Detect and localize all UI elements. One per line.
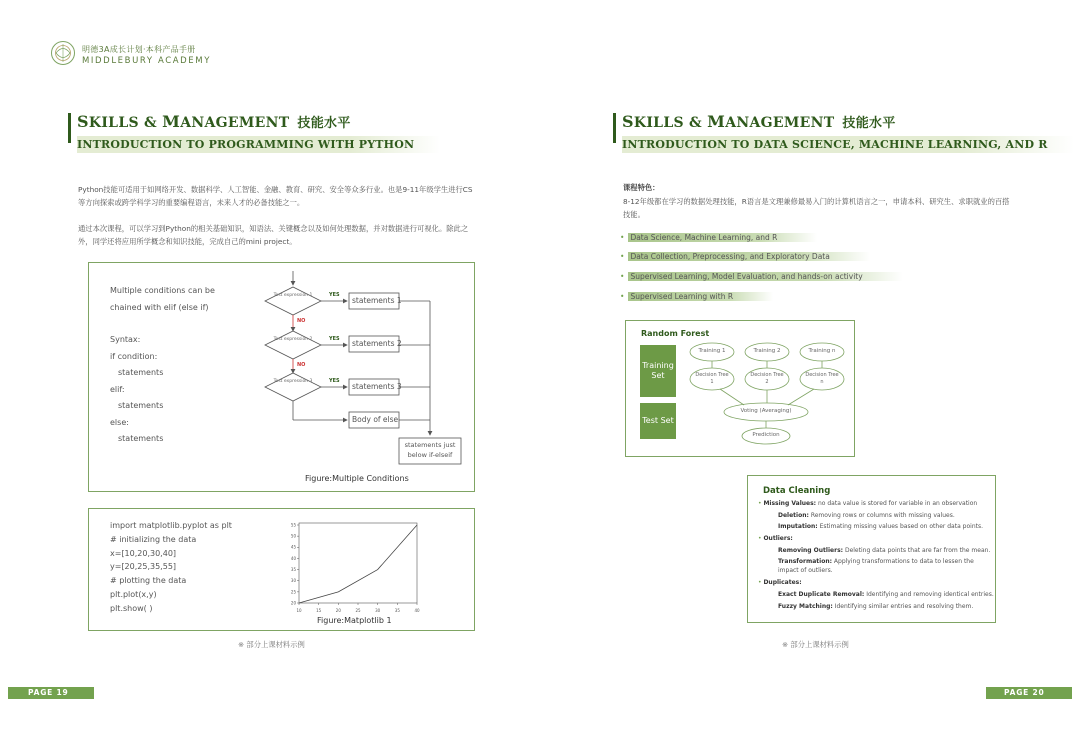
left-subtitle: INTRODUCTION TO PROGRAMMING WITH PYTHON: [77, 136, 440, 153]
matplotlib-box: [88, 508, 475, 631]
voting-averaging: Voting (Averaging): [740, 408, 792, 414]
fuzzy-matching-line: Fuzzy Matching: Identifying similar entries and resolving them.: [778, 603, 974, 610]
academy-logo: [50, 40, 76, 66]
x-tick-label-4: 30: [375, 608, 381, 613]
no-label-2: NO: [297, 362, 306, 368]
diamond-3-label: Test expression 3: [273, 379, 313, 384]
removing-outliers-line: Removing Outliers: Deleting data points that are far from the mean.: [778, 547, 991, 554]
data-line-series: [299, 525, 417, 603]
right-section-title: SKILLS & MANAGEMENT 技能水平: [622, 112, 896, 131]
duplicates-line: • Duplicates:: [758, 579, 802, 586]
decision-tree-n: Decision Tree n: [805, 372, 839, 385]
missing-values-line: • Missing Values: no data value is stored for variable in an observation: [758, 500, 978, 507]
data-cleaning-title: Data Cleaning: [763, 486, 831, 496]
statements-1: statements 1: [352, 296, 402, 305]
x-tick-label-0: 10: [296, 608, 302, 613]
header-en-title: MIDDLEBURY ACADEMY: [82, 56, 212, 66]
bullet-item-1: • Data Science, Machine Learning, and R: [620, 233, 817, 243]
random-forest-diagram: [626, 321, 854, 456]
x-tick-label-3: 25: [355, 608, 361, 613]
data-cleaning-box: [747, 475, 996, 623]
x-tick-label-5: 35: [394, 608, 400, 613]
statements-3: statements 3: [352, 382, 402, 391]
matplotlib-caption: Figure:Matplotlib 1: [317, 616, 392, 625]
x-tick-label-2: 20: [335, 608, 341, 613]
imputation-line: Imputation: Estimating missing values based on other data points.: [778, 523, 984, 530]
no-label-1: NO: [297, 318, 306, 324]
code-snippet: import matplotlib.pyplot as plt # initializing the data x=[10,20,30,40] y=[20,25,35,55] # plotting the data plt.plot(x,y) plt.show( ): [110, 521, 232, 613]
training-2: Training 2: [753, 348, 781, 354]
bullet-item-4: • Supervised Learning with R: [620, 292, 773, 302]
y-tick-label-4: 40: [290, 555, 296, 561]
page-number-19: PAGE 19: [8, 687, 94, 699]
page-number-20: PAGE 20: [986, 687, 1072, 699]
outliers-line: • Outliers:: [758, 535, 793, 542]
yes-label-2: YES: [329, 336, 340, 342]
transformation-line: Transformation: Applying transformations to data to lessen the impact of outliers.: [778, 558, 974, 574]
y-tick-label-3: 35: [290, 566, 296, 572]
left-paragraph-2: 通过本次课程，可以学习到Python的相关基础知识，知语法、关键概念以及如何处理数据，并对数据进行可视化。除此之外，同学还将应用所学概念和知识技能，完成自己的mini project。: [78, 224, 469, 246]
right-subtitle: INTRODUCTION TO DATA SCIENCE, MACHINE LEARNING, AND R: [622, 136, 1074, 153]
left-paragraph-1: Python技能可适用于如网络开发、数据科学、人工智能、金融、教育、研究、安全等众多行业。也是9-11年级学生进行CS等方向探索或跨学科学习的重要编程语言，未来人才的必备技能之一。: [78, 185, 473, 207]
x-tick-label-6: 40: [414, 608, 420, 613]
course-feature-text: 8-12年级都在学习的数据处理技能，R语言是文理兼修最易入门的计算机语言之一，申请本科、研究生、求职就业的百搭技能。: [623, 197, 1010, 219]
yes-label-1: YES: [329, 292, 340, 298]
statements-2: statements 2: [352, 339, 402, 348]
decision-tree-2: Decision Tree 2: [750, 372, 784, 385]
diamond-1-label: Test expression 1: [273, 293, 313, 298]
bullet-item-3: • Supervised Learning, Model Evaluation, and hands-on activity: [620, 272, 903, 282]
random-forest-title: Random Forest: [641, 329, 710, 338]
course-feature-label: 课程特色：: [623, 183, 660, 192]
y-tick-label-7: 55: [290, 522, 296, 528]
right-materials-note: ※ 部分上课材料示例: [782, 640, 849, 649]
y-tick-label-2: 30: [290, 578, 296, 584]
y-tick-label-5: 45: [290, 544, 296, 550]
random-forest-box: [625, 320, 855, 457]
left-section-title: SKILLS & MANAGEMENT 技能水平: [77, 112, 351, 131]
syntax-text: Multiple conditions can be chained with elif (else if) Syntax: if condition: statements elif: statements else: statements: [110, 286, 215, 443]
left-title-accent-bar: [68, 113, 71, 143]
y-tick-label-0: 20: [290, 600, 296, 606]
training-1: Training 1: [698, 348, 726, 354]
y-tick-label-1: 25: [290, 589, 296, 595]
chart-frame: [299, 523, 417, 603]
test-set-block: Test Set: [640, 403, 676, 439]
training-set-block: Training Set: [640, 345, 676, 397]
training-n: Training n: [808, 348, 836, 354]
yes-label-3: YES: [329, 378, 340, 384]
header-cn-title: 明德3A成长计划·本科产品手册: [82, 45, 196, 54]
body-of-else: Body of else: [352, 415, 399, 424]
flowchart-box: [88, 262, 475, 492]
y-tick-label-6: 50: [290, 533, 296, 539]
right-title-accent-bar: [613, 113, 616, 143]
x-tick-label-1: 15: [316, 608, 322, 613]
exact-duplicate-line: Exact Duplicate Removal: Identifying and removing identical entries.: [778, 591, 994, 598]
matplotlib-line-chart: [285, 521, 421, 615]
prediction: Prediction: [752, 432, 780, 438]
diamond-2-label: Test expression 2: [273, 337, 313, 342]
bullet-item-2: • Data Collection, Preprocessing, and Exploratory Data: [620, 252, 870, 262]
deletion-line: Deletion: Removing rows or columns with missing values.: [778, 512, 955, 519]
decision-tree-1: Decision Tree 1: [695, 372, 729, 385]
left-materials-note: ※ 部分上课材料示例: [238, 640, 305, 649]
flowchart-caption: Figure:Multiple Conditions: [305, 474, 409, 483]
statements-after: statements just below if-elseif: [404, 441, 456, 459]
